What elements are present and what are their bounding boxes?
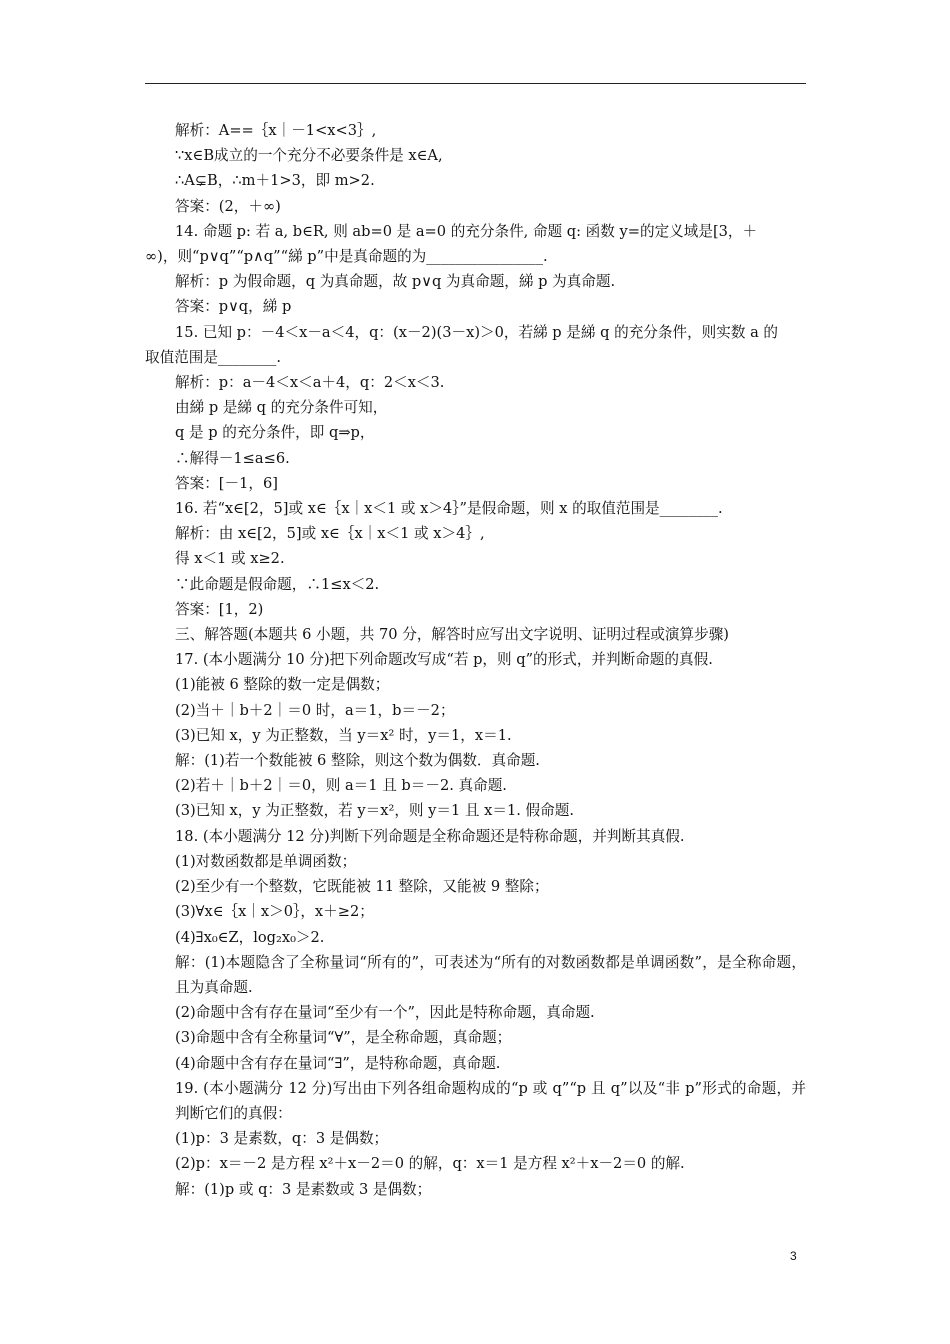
- text-line: ∴A⊊B，∴m＋1>3，即 m>2.: [175, 172, 375, 190]
- text-line: (2)当＋｜b＋2｜＝0 时，a＝1，b＝－2；: [175, 701, 455, 719]
- text-line: 答案：p∨q，綈 p: [175, 298, 292, 316]
- text-line: 解析：由 x∈[2，5]或 x∈｛x｜x＜1 或 x＞4｝,: [175, 525, 485, 543]
- text-line: 解析：p 为假命题，q 为真命题，故 p∨q 为真命题，綈 p 为真命题.: [175, 273, 616, 291]
- text-line: (1)对数函数都是单调函数；: [175, 852, 357, 870]
- text-line: 解析：A==｛x｜－1<x<3｝,: [175, 122, 377, 139]
- text-line: 答案：(2，＋∞): [175, 197, 281, 215]
- text-line: ∵x∈B成立的一个充分不必要条件是 x∈A,: [175, 147, 443, 165]
- text-line: (2)至少有一个整数，它既能被 11 整除，又能被 9 整除；: [175, 878, 549, 896]
- header-rule: [145, 83, 806, 84]
- text-line: q 是 p 的充分条件，即 q⇒p，: [175, 424, 375, 442]
- text-line: (4)命题中含有存在量词“∃”，是特称命题，真命题.: [175, 1054, 501, 1072]
- text-line: 解析：p：a－4＜x＜a＋4，q：2＜x＜3.: [175, 374, 445, 392]
- text-line: 由綈 p 是綈 q 的充分条件可知，: [175, 399, 388, 417]
- text-line: (3)已知 x，y 为正整数，若 y＝x²，则 y＝1 且 x＝1. 假命题.: [175, 802, 574, 820]
- text-line: 取值范围是________.: [145, 348, 281, 366]
- document-body: [145, 118, 806, 1202]
- text-line: 得 x＜1 或 x≥2.: [175, 550, 285, 568]
- text-line: (3)∀x∈｛x｜x＞0｝，x＋≥2；: [175, 903, 374, 921]
- text-line: 19. (本小题满分 12 分)写出由下列各组命题构成的“p 或 q”“p 且 q”以及“非 p”形式的命题，并判断它们的真假：: [175, 1079, 806, 1122]
- text-line: 三、解答题(本题共 6 小题，共 70 分，解答时应写出文字说明、证明过程或演算步骤): [175, 626, 729, 644]
- text-line: ∴解得－1≤a≤6.: [175, 449, 290, 467]
- text-line: ∵此命题是假命题，∴1≤x＜2.: [175, 575, 380, 593]
- text-line: 17. (本小题满分 10 分)把下列命题改写成“若 p，则 q”的形式，并判断命题的真假.: [175, 651, 713, 669]
- text-line: ∞)，则“p∨q”“p∧q”“綈 p”中是真命题的为________________.: [145, 248, 548, 266]
- text-line: (4)∃x₀∈Z，log₂x₀＞2.: [175, 928, 325, 946]
- text-line: (2)命题中含有存在量词“至少有一个”，因此是特称命题，真命题.: [175, 1004, 595, 1022]
- text-line: 解：(1)本题隐含了全称量词“所有的”，可表述为“所有的对数函数都是单调函数”，是全称命题，且为真命题.: [175, 953, 806, 996]
- text-line: 答案：[1，2): [175, 600, 264, 618]
- text-line: (2)若＋｜b＋2｜＝0，则 a＝1 且 b＝－2. 真命题.: [175, 777, 507, 795]
- text-line: 15. 已知 p：－4＜x－a＜4，q：(x－2)(3－x)＞0，若綈 p 是綈 q 的充分条件，则实数 a 的: [175, 323, 779, 341]
- text-line: (3)已知 x，y 为正整数，当 y＝x² 时，y＝1，x＝1.: [175, 726, 512, 744]
- text-line: (2)p：x＝－2 是方程 x²＋x－2＝0 的解，q：x＝1 是方程 x²＋x－2＝0 的解.: [175, 1155, 685, 1173]
- text-line: (3)命题中含有全称量词“∀”，是全称命题，真命题；: [175, 1029, 512, 1047]
- text-line: 16. 若“x∈[2，5]或 x∈｛x｜x＜1 或 x＞4｝”是假命题，则 x 的取值范围是________.: [175, 500, 723, 518]
- text-line: 解：(1)若一个数能被 6 整除，则这个数为偶数．真命题.: [175, 752, 540, 770]
- page-number: 3: [790, 1249, 797, 1263]
- text-line: 解：(1)p 或 q：3 是素数或 3 是偶数；: [175, 1180, 432, 1198]
- text-line: 18. (本小题满分 12 分)判断下列命题是全称命题还是特称命题，并判断其真假.: [175, 827, 685, 845]
- text-line: 14. 命题 p: 若 a, b∈R, 则 ab=0 是 a=0 的充分条件, 命题 q: 函数 y=的定义域是[3，＋: [175, 222, 758, 240]
- text-line: 答案：[－1，6]: [175, 474, 278, 492]
- text-line: (1)能被 6 整除的数一定是偶数；: [175, 676, 390, 694]
- text-line: (1)p：3 是素数，q：3 是偶数；: [175, 1130, 389, 1148]
